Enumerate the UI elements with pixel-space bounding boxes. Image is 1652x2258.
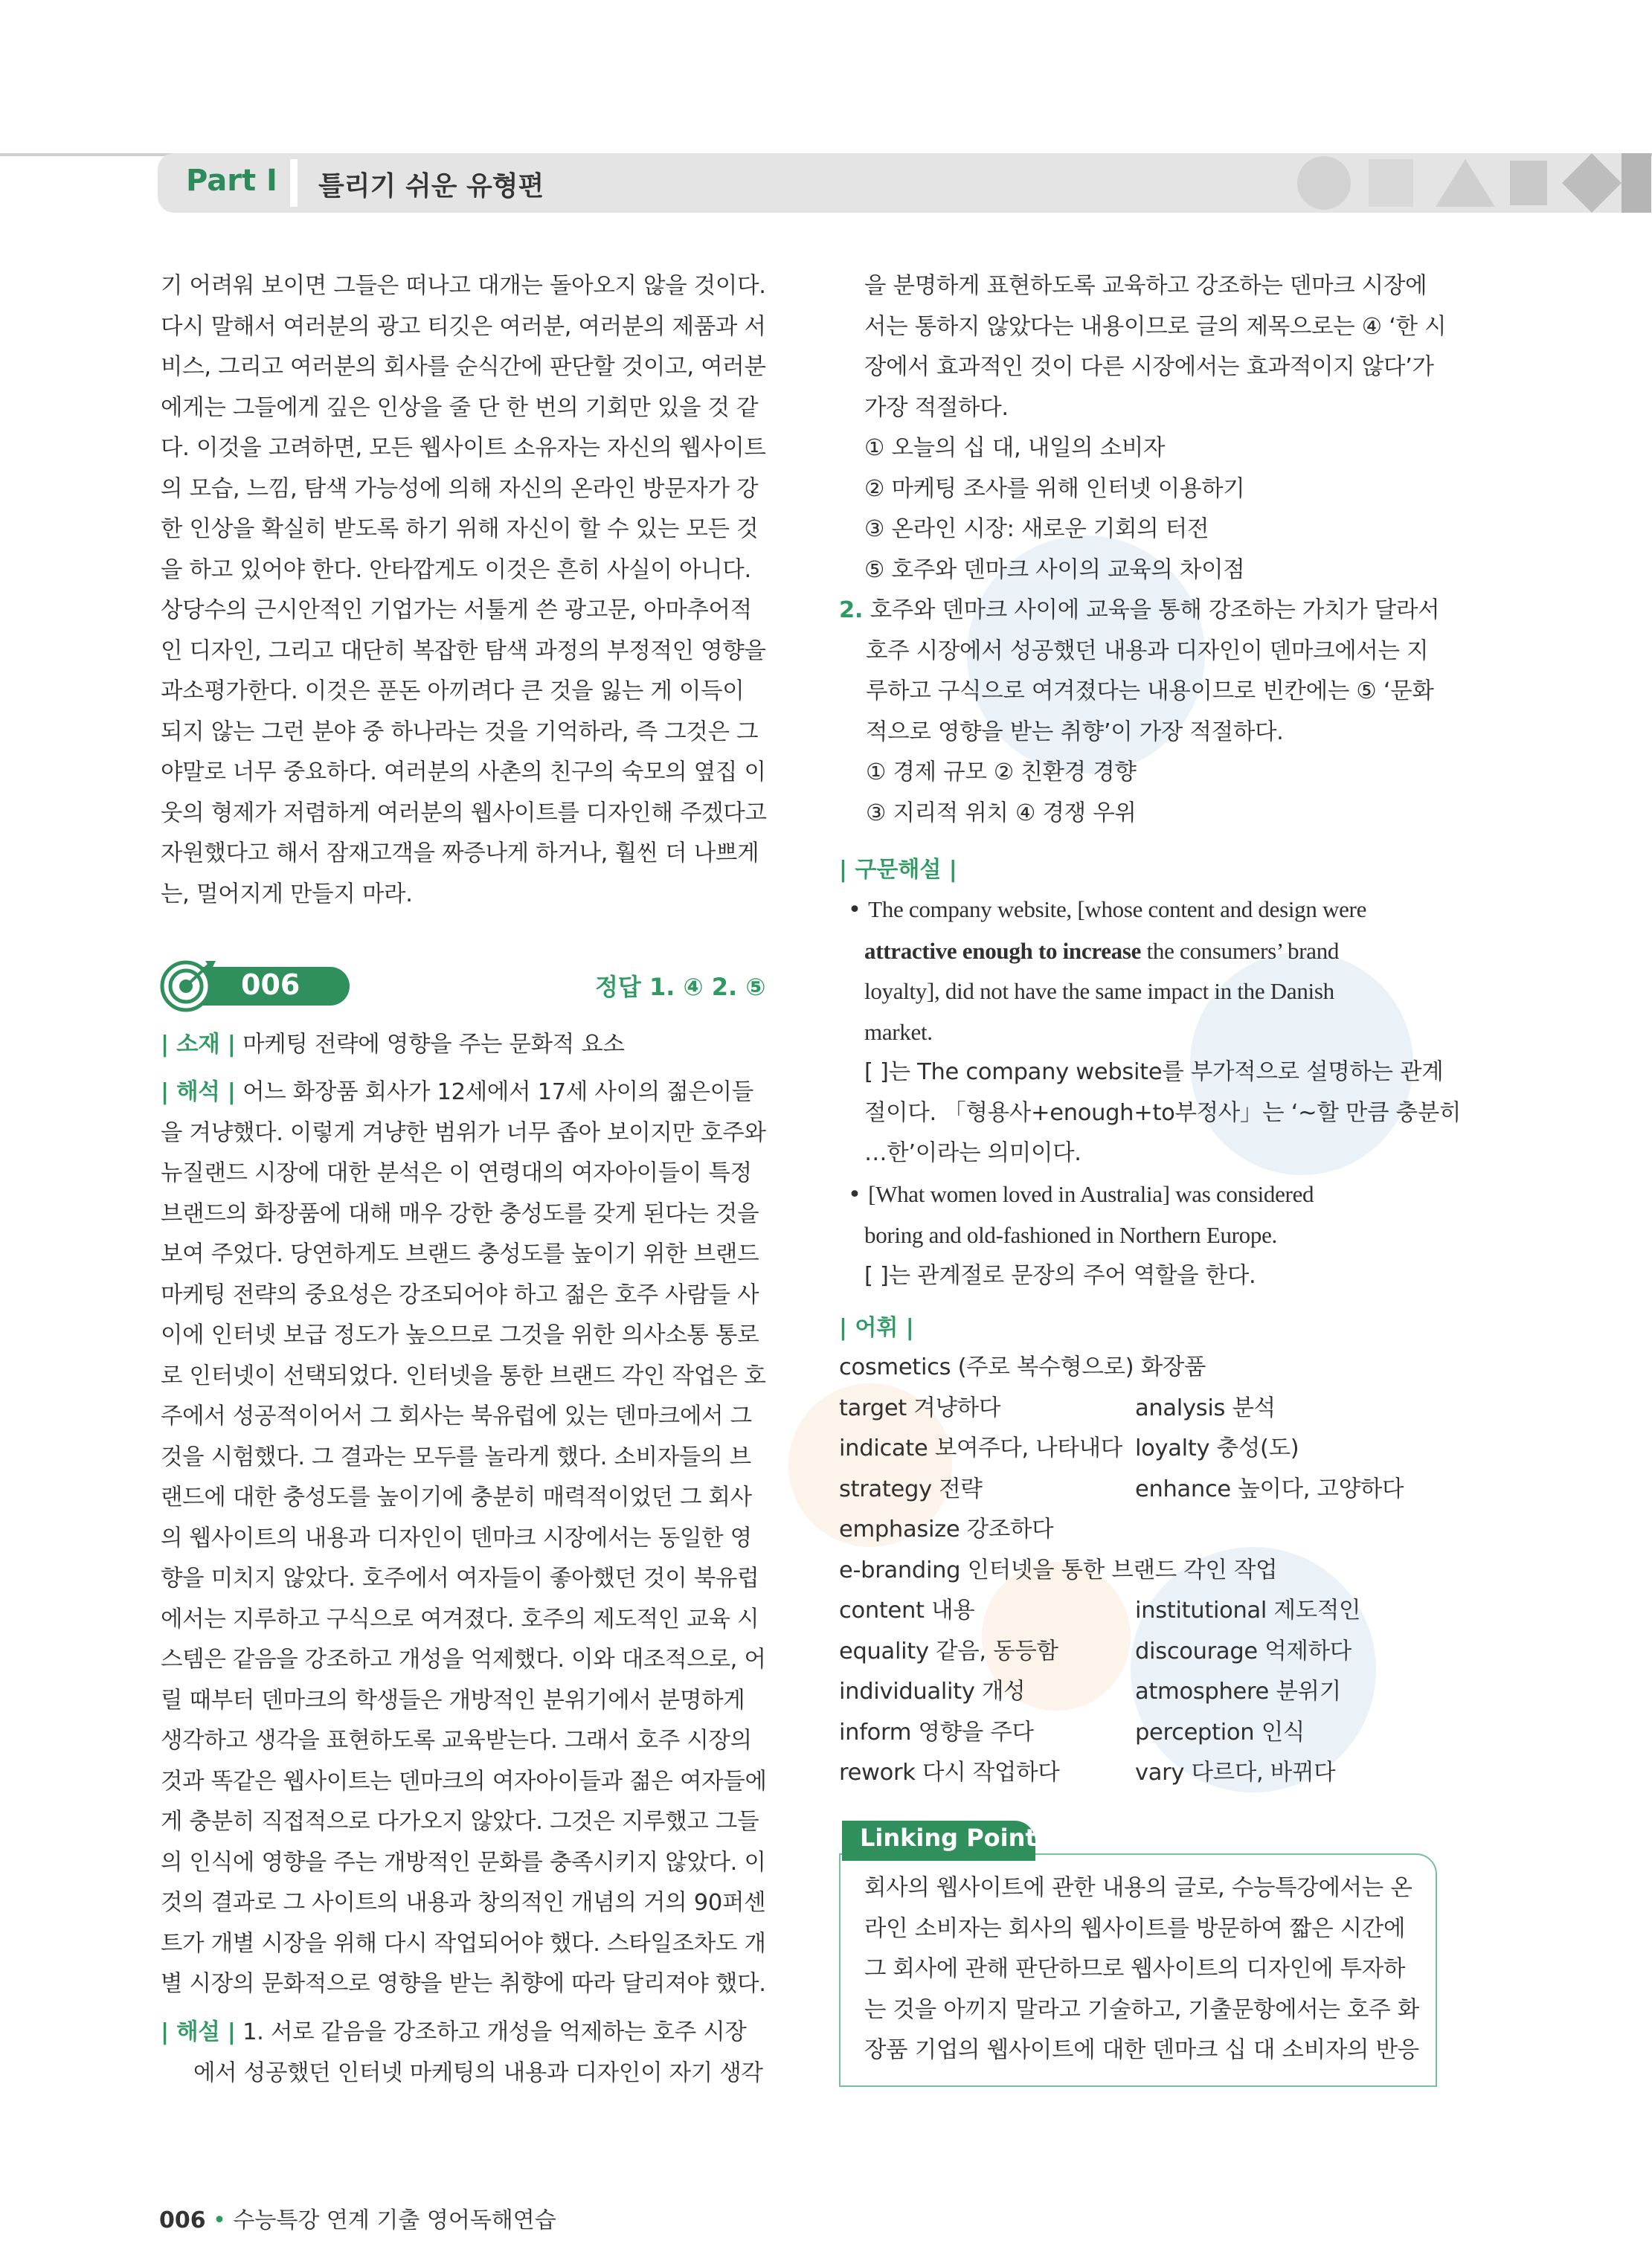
translation-line: 게 충분히 직접적으로 다가오지 않았다. 그것은 지루했고 그들 [161,1809,759,1835]
q2-option-line: ③ 지리적 위치 ④ 경쟁 우위 [866,800,1137,826]
sozae-line [161,1025,756,1066]
translation-first-line [161,1072,756,1113]
explanation-line: 서는 통하지 않았다는 내용이므로 글의 제목으로는 ④ ‘한 시 [864,313,1447,340]
explanation-line: 을 분명하게 표현하도록 교육하고 강조하는 덴마크 시장에 [864,273,1427,299]
header-decoration [1294,153,1651,213]
explanation-line: 에서 성공했던 인터넷 마케팅의 내용과 디자인이 자기 생각 [193,2059,763,2086]
translation-line: 랜드에 대한 충성도를 높이기에 충분히 매력적이었던 그 회사 [161,1485,752,1511]
syntax-sentence-line: market. [864,1018,933,1045]
vocab-entry: enhance 높이다, 고양하다 [1135,1476,1404,1502]
translation-line: 의 인식에 영향을 주는 개방적인 문화를 충족시키지 않았다. 이 [161,1849,766,1876]
linking-point-text [864,1868,1430,2071]
sozae-label: | 소재 | [161,1032,236,1058]
translation-line: 브랜드의 화장품에 대해 매우 강한 충성도를 갖게 된다는 것을 [161,1200,759,1227]
vocab-entry: individuality 개성 [839,1679,1026,1705]
translation-line: 트가 개별 시장을 위해 다시 작업되어야 했다. 스타일조차도 개 [161,1930,766,1957]
q1-option-line: ⑤ 호주와 덴마크 사이의 교육의 차이점 [864,556,1245,583]
q2-explanation [839,591,1440,834]
syntax-note: 절이다. 「형용사+enough+to부정사」는 ‘~할 만큼 충분히 [864,1099,1462,1126]
vocab-row [839,1591,1361,1631]
linking-line: 는 것을 아끼지 말라고 기술하고, 기출문항에서는 호주 화 [864,1996,1419,2023]
vocab-entry: emphasize 강조하다 [839,1516,1054,1543]
vocab-entry: rework 다시 작업하다 [839,1760,1060,1786]
linking-line: 그 회사에 관해 판단하므로 웹사이트의 디자인에 투자하 [864,1956,1406,1982]
vocab-entry: e-branding 인터넷을 통한 브랜드 각인 작업 [839,1557,1278,1583]
translation-line: 어느 화장품 회사가 12세에서 17세 사이의 젊은이들 [242,1079,753,1105]
vocab-row [839,1510,1053,1550]
syntax-sentence-line: loyalty], did not have the same impact in the Danish [864,978,1334,1004]
vocab-entry: inform 영향을 주다 [839,1719,1034,1746]
syntax-sentence-line: [What women loved in Australia] was considered [868,1180,1314,1207]
explanation-line: 1. 서로 같음을 강조하고 개성을 억제하는 호주 시장 [242,2019,747,2045]
syntax-sentence-line: boring and old-fashioned in Northern Europe. [864,1222,1277,1248]
vocab-entry: cosmetics (주로 복수형으로) 화장품 [839,1354,1206,1380]
translation-line: 뉴질랜드 시장에 대한 분석은 이 연령대의 여자아이들이 특정 [161,1160,752,1186]
vocab-row [839,1470,1404,1510]
vocab-entry: analysis 분석 [1135,1395,1276,1421]
translation-line: 을 겨냥했다. 이렇게 겨냥한 범위가 너무 좁아 보이지만 호주와 [161,1119,766,1146]
intro-line: 을 하고 있어야 한다. 안타깝게도 이것은 흔히 사실이 아니다. [161,556,751,583]
vocab-list [839,1348,1449,1794]
haeseol-label: | 해설 | [161,2019,236,2045]
syntax-heading: | 구문해설 | [839,857,957,883]
explanation-right [864,266,1456,428]
q2-option-line: ① 경제 규모 ② 친환경 경향 [866,759,1137,785]
intro-line: 기 어려워 보이면 그들은 떠나고 대개는 돌아오지 않을 것이다. [161,273,766,299]
vocab-entry: vary 다르다, 바뀌다 [1135,1760,1336,1786]
intro-paragraph [161,266,767,915]
vocab-entry: equality 같음, 동등함 [839,1638,1058,1664]
intro-line: 상당수의 근시안적인 기업가는 서툴게 쓴 광고문, 아마추어적 [161,597,752,623]
translation-line: 보여 주었다. 당연하게도 브랜드 충성도를 높이기 위한 브랜드 [161,1241,759,1267]
footer-dot: • [213,2207,226,2233]
vocab-entry: discourage 억제하다 [1135,1638,1352,1664]
intro-line: 되지 않는 그런 분야 중 하나라는 것을 기억하라, 즉 그것은 그 [161,718,759,745]
syntax-note: [ ]는 관계절로 문장의 주어 역할을 한다. [864,1262,1256,1289]
syntax-note: …한’이라는 의미이다. [864,1140,1081,1166]
q2-line: 루하고 구식으로 여겨졌다는 내용이므로 빈칸에는 ⑤ ‘문화 [866,678,1434,704]
explanation-left [161,2013,763,2094]
translation-line: 에서는 지루하고 구식으로 여겨졌다. 호주의 제도적인 교육 시 [161,1606,759,1633]
syntax-sentence-line: The company website, [whose content and design were [868,896,1367,922]
intro-line: 다시 말해서 여러분의 광고 티깃은 여러분, 여러분의 제품과 서 [161,313,766,340]
translation-line: 향을 미치지 않았다. 호주에서 여자들이 좋아했던 것이 북유럽 [161,1566,759,1592]
syntax-item-1 [848,890,1462,1296]
haeseok-label: | 해석 | [161,1079,236,1105]
explanation-line: 장에서 효과적인 것이 다른 시장에서는 효과적이지 않다’가 [864,354,1434,380]
translation-line: 주에서 성공적이어서 그 회사는 북유럽에 있는 덴마크에서 그 [161,1403,752,1429]
q2-line: 적으로 영향을 받는 취향’이 가장 적절하다. [866,718,1284,745]
intro-line: 과소평가한다. 이것은 푼돈 아끼려다 큰 것을 잃는 게 이득이 [161,678,745,704]
translation-line: 별 시장의 문화적으로 영향을 받는 취향에 따라 달리져야 했다. [161,1971,766,1997]
intro-line: 야말로 너무 중요하다. 여러분의 사촌의 친구의 숙모의 옆집 이 [161,759,766,785]
vocab-heading: | 어휘 | [839,1315,914,1341]
syntax-note: [ ]는 The company website를 부가적으로 설명하는 관계 [864,1059,1444,1085]
translation-line: 스템은 같음을 강조하고 개성을 억제했다. 이와 대조적으로, 어 [161,1647,766,1673]
page-number: 006 [159,2207,206,2233]
q1-options [864,428,1456,591]
vocab-row [839,1713,1305,1753]
translation-line: 로 인터넷이 선택되었다. 인터넷을 통한 브랜드 각인 작업은 호 [161,1363,766,1389]
q2-line: 호주 시장에서 성공했던 내용과 디자인이 덴마크에서는 지 [866,637,1429,664]
syntax-bold-phrase: attractive enough to increase [864,937,1142,964]
q2-line: 호주와 덴마크 사이에 교육을 통해 강조하는 가치가 달라서 [870,597,1440,623]
vocab-row [839,1672,1341,1712]
sozae-text: 마케팅 전략에 영향을 주는 문화적 요소 [242,1032,625,1058]
vocab-entry: strategy 전략 [839,1476,983,1502]
question-badge [159,959,350,1010]
intro-line: 의 모습, 느낌, 탐색 가능성에 의해 자신의 온라인 방문자가 강 [161,475,759,502]
answer-key: 정답 1. ④ 2. ⑤ [595,973,766,1001]
translation-line: 릴 때부터 덴마크의 학생들은 개방적인 분위기에서 분명하게 [161,1687,745,1714]
q1-option-line: ① 오늘의 십 대, 내일의 소비자 [864,435,1166,461]
translation-paragraph [161,1072,767,2005]
linking-point-title: Linking Point [860,1824,1037,1852]
translation-line: 것의 결과로 그 사이트의 내용과 창의적인 개념의 거의 90퍼센 [161,1890,766,1916]
bullet: • [848,1181,861,1208]
vocab-row [839,1753,1336,1793]
translation-line: 이에 인터넷 보급 정도가 높으므로 그것을 위한 의사소통 통로 [161,1322,759,1348]
translation-line: 것을 시험했다. 그 결과는 모두를 놀라게 했다. 소비자들의 브 [161,1444,751,1470]
translation-line: 마케팅 전략의 중요성은 강조되어야 하고 젊은 호주 사람들 사 [161,1281,759,1308]
intro-line: 는, 멀어지게 만들지 마라. [161,881,413,907]
syntax-sentence-line: the consumers’ brand [1141,937,1340,964]
vocab-entry: target 겨냥하다 [839,1395,1000,1421]
section-title: 틀리기 쉬운 유형편 [318,171,544,202]
vocab-row [839,1632,1352,1672]
question-number: 006 [241,968,300,1001]
intro-line: 자원했다고 해서 잠재고객을 짜증나게 하거나, 훨씬 더 나쁘게 [161,840,759,866]
intro-line: 한 인상을 확실히 받도록 하기 위해 자신이 할 수 있는 모든 것 [161,516,759,542]
intro-line: 다. 이것을 고려하면, 모든 웹사이트 소유자는 자신의 웹사이트 [161,435,766,461]
page-footer [159,2201,556,2234]
translation-line: 것과 똑같은 웹사이트는 덴마크의 여자아이들과 젊은 여자들에 [161,1768,767,1795]
header-separator [290,159,298,207]
linking-line: 라인 소비자는 회사의 웹사이트를 방문하여 짧은 시간에 [864,1915,1406,1942]
intro-line: 웃의 형제가 저렴하게 여러분의 웹사이트를 디자인해 주겠다고 [161,800,767,826]
q1-option-line: ② 마케팅 조사를 위해 인터넷 이용하기 [864,475,1245,502]
vocab-entry: content 내용 [839,1598,975,1624]
translation-line: 의 웹사이트의 내용과 디자인이 덴마크 시장에서는 동일한 영 [161,1525,752,1551]
intro-line: 비스, 그리고 여러분의 회사를 순식간에 판단할 것이고, 여러분 [161,354,766,380]
vocab-row [839,1389,1276,1429]
vocab-row [839,1348,1206,1388]
vocab-entry: loyalty 충성(도) [1135,1435,1299,1461]
bullet: • [848,897,861,923]
vocab-row [839,1429,1299,1469]
explanation-line: 가장 적절하다. [864,394,1009,421]
target-icon [159,959,219,1013]
q1-option-line: ③ 온라인 시장: 새로운 기회의 터전 [864,516,1209,542]
q2-number: 2. [839,597,864,623]
intro-line: 인 디자인, 그리고 대단히 복잡한 탐색 과정의 부정적인 영향을 [161,637,766,664]
linking-line: 장품 기업의 웹사이트에 대한 덴마크 십 대 소비자의 반응 [864,2037,1419,2063]
translation-line: 생각하고 생각을 표현하도록 교육받는다. 그래서 호주 시장의 [161,1728,752,1754]
vocab-entry: atmosphere 분위기 [1135,1679,1341,1705]
vocab-entry: institutional 제도적인 [1135,1598,1361,1624]
linking-line: 회사의 웹사이트에 관한 내용의 글로, 수능특강에서는 온 [864,1875,1412,1901]
vocab-entry: indicate 보여주다, 나타내다 [839,1435,1122,1461]
vocab-row [839,1551,1277,1591]
part-label: Part I [186,164,277,198]
intro-line: 에게는 그들에게 깊은 인상을 줄 단 한 번의 기회만 있을 것 같 [161,394,759,421]
book-title: 수능특강 연계 기출 영어독해연습 [233,2207,556,2233]
vocab-entry: perception 인식 [1135,1719,1305,1746]
